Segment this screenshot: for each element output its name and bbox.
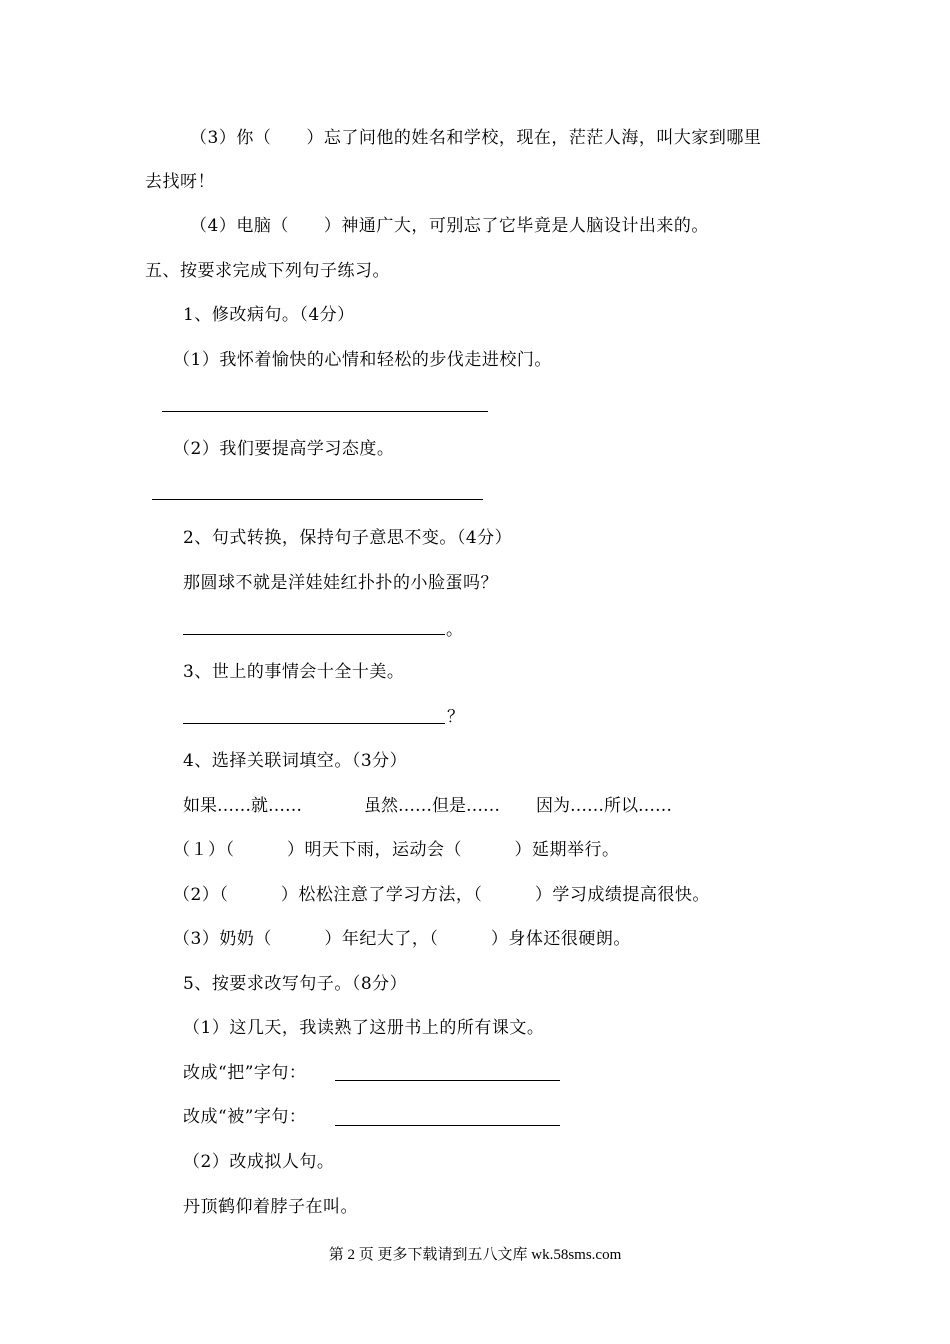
conjunction-option-3: 因为……所以…… xyxy=(536,796,672,816)
answer-line-3-period: 。 xyxy=(446,620,464,640)
answer-line-2[interactable] xyxy=(152,499,483,500)
subsection-4-title: 4、选择关联词填空。（3分） xyxy=(183,751,408,771)
question-4-3-line-1: （3）你（ ）忘了问他的姓名和学校，现在，茫茫人海，叫大家到哪里 xyxy=(190,128,762,148)
subsection-2-sentence: 那圆球不就是洋娃娃红扑扑的小脸蛋吗？ xyxy=(183,573,498,593)
conjunction-option-1: 如果……就…… xyxy=(183,796,302,816)
answer-line-3[interactable] xyxy=(183,634,445,635)
page-footer: 第 2 页 更多下载请到五八文库 wk.58sms.com xyxy=(328,1247,622,1263)
subsection-5-sentence: 丹顶鹤仰着脖子在叫。 xyxy=(183,1197,358,1217)
subsection-4-question-3: （3）奶奶（ ）年纪大了，（ ）身体还很硬朗。 xyxy=(173,929,631,949)
question-4-4: （4）电脑（ ）神通广大，可别忘了它毕竟是人脑设计出来的。 xyxy=(190,216,709,236)
question-4-3-line-2: 去找呀！ xyxy=(145,172,215,192)
answer-line-1[interactable] xyxy=(162,411,488,412)
subsection-1-title: 1、修改病句。（4分） xyxy=(183,305,355,325)
subsection-5-title: 5、按要求改写句子。（8分） xyxy=(183,974,408,994)
subsection-2-title: 2、句式转换，保持句子意思不变。（4分） xyxy=(183,528,513,548)
bei-sentence-answer-line[interactable] xyxy=(335,1125,560,1126)
subsection-5-question-2: （2）改成拟人句。 xyxy=(183,1152,335,1172)
subsection-3-title: 3、世上的事情会十全十美。 xyxy=(183,662,405,682)
conjunction-option-2: 虽然……但是…… xyxy=(364,796,500,816)
answer-line-4-question-mark: ？ xyxy=(447,707,465,727)
ba-sentence-answer-line[interactable] xyxy=(335,1080,560,1081)
subsection-4-question-2: （2）（ ）松松注意了学习方法，（ ）学习成绩提高很快。 xyxy=(173,885,710,905)
ba-sentence-label: 改成“把”字句： xyxy=(183,1063,307,1083)
subsection-4-question-1: （１）（ ）明天下雨，运动会（ ）延期举行。 xyxy=(173,840,620,860)
subsection-1-question-1: （1）我怀着愉快的心情和轻松的步伐走进校门。 xyxy=(173,350,552,370)
bei-sentence-label: 改成“被”字句： xyxy=(183,1107,307,1127)
subsection-5-question-1: （1）这几天，我读熟了这册书上的所有课文。 xyxy=(183,1018,545,1038)
answer-line-4[interactable] xyxy=(183,723,445,724)
subsection-1-question-2: （2）我们要提高学习态度。 xyxy=(173,439,395,459)
section-5-title: 五、按要求完成下列句子练习。 xyxy=(145,261,390,281)
